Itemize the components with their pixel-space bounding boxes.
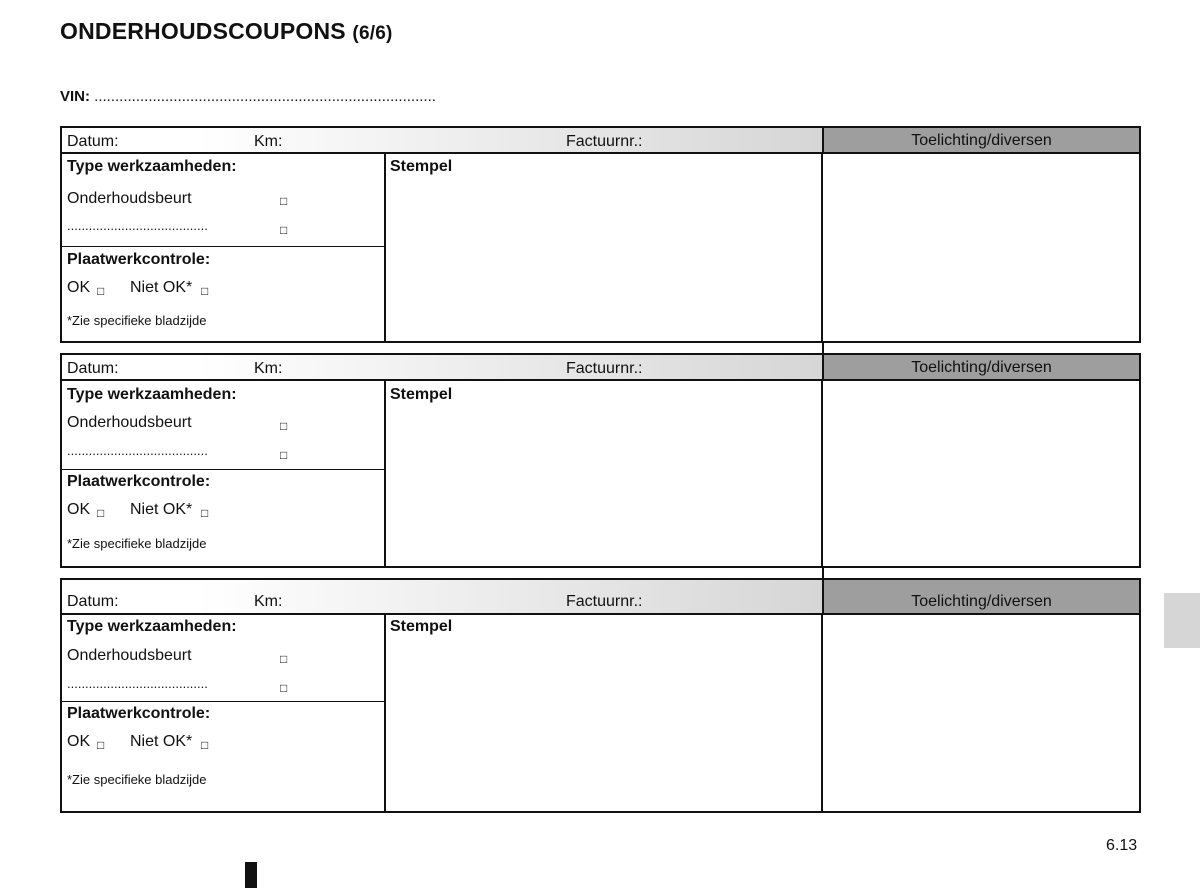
page-title-main: ONDERHOUDSCOUPONS <box>60 18 346 44</box>
page-title <box>60 18 393 45</box>
other-work-field[interactable]: ....................................... <box>67 676 208 691</box>
type-werkzaamheden-title: Type werkzaamheden: <box>67 386 237 403</box>
coupon-2 <box>60 353 1141 568</box>
type-werkzaamheden-title: Type werkzaamheden: <box>67 618 237 635</box>
coupon-header <box>62 355 1139 381</box>
toelichting-label: Toelichting/diversen <box>911 132 1052 149</box>
other-work-checkbox[interactable]: □ <box>280 448 288 462</box>
coupon-3 <box>60 578 1141 813</box>
specifieke-bladzijde-note: *Zie specifieke bladzijde <box>67 313 207 328</box>
coupon-1 <box>60 126 1141 343</box>
type-werkzaamheden-title: Type werkzaamheden: <box>67 158 237 175</box>
stempel-label: Stempel <box>390 618 453 635</box>
factuur-label: Factuurnr.: <box>566 360 643 377</box>
stempel-label: Stempel <box>390 158 453 175</box>
km-label: Km: <box>254 133 283 150</box>
niet-ok-checkbox[interactable]: □ <box>201 284 209 298</box>
ok-label: OK <box>67 279 91 296</box>
toelichting-label: Toelichting/diversen <box>911 359 1052 376</box>
ok-label: OK <box>67 733 91 750</box>
niet-ok-label: Niet OK* <box>130 279 193 296</box>
vin-label: VIN: <box>60 88 90 105</box>
km-label: Km: <box>254 593 283 610</box>
chapter-tab <box>1164 593 1200 648</box>
onderhoudsbeurt-checkbox[interactable]: □ <box>280 419 288 433</box>
coupon-header <box>62 580 1139 615</box>
page-title-sub: (6/6) <box>352 23 393 44</box>
onderhoudsbeurt-checkbox[interactable]: □ <box>280 652 288 666</box>
plaatwerkcontrole-title: Plaatwerkcontrole: <box>67 705 211 722</box>
ok-checkbox[interactable]: □ <box>97 738 105 752</box>
plaatwerkcontrole-title: Plaatwerkcontrole: <box>67 473 211 490</box>
crop-mark <box>245 862 257 888</box>
page-number: 6.13 <box>1106 837 1138 854</box>
plaatwerkcontrole-title: Plaatwerkcontrole: <box>67 251 211 268</box>
ok-checkbox[interactable]: □ <box>97 506 105 520</box>
datum-label: Datum: <box>67 133 119 150</box>
datum-label: Datum: <box>67 360 119 377</box>
toelichting-label: Toelichting/diversen <box>911 593 1052 610</box>
other-work-field[interactable]: ....................................... <box>67 218 208 233</box>
km-label: Km: <box>254 360 283 377</box>
specifieke-bladzijde-note: *Zie specifieke bladzijde <box>67 772 207 787</box>
datum-label: Datum: <box>67 593 119 610</box>
onderhoudsbeurt-label: Onderhoudsbeurt <box>67 647 192 664</box>
coupon-header <box>62 128 1139 154</box>
onderhoudsbeurt-label: Onderhoudsbeurt <box>67 414 192 431</box>
factuur-label: Factuurnr.: <box>566 133 643 150</box>
niet-ok-label: Niet OK* <box>130 733 193 750</box>
factuur-label: Factuurnr.: <box>566 593 643 610</box>
niet-ok-label: Niet OK* <box>130 501 193 518</box>
stempel-label: Stempel <box>390 386 453 403</box>
niet-ok-checkbox[interactable]: □ <box>201 506 209 520</box>
specifieke-bladzijde-note: *Zie specifieke bladzijde <box>67 536 207 551</box>
other-work-field[interactable]: ....................................... <box>67 443 208 458</box>
other-work-checkbox[interactable]: □ <box>280 681 288 695</box>
onderhoudsbeurt-checkbox[interactable]: □ <box>280 194 288 208</box>
other-work-checkbox[interactable]: □ <box>280 223 288 237</box>
vin-field[interactable]: .................................................................................. <box>94 88 436 105</box>
ok-checkbox[interactable]: □ <box>97 284 105 298</box>
niet-ok-checkbox[interactable]: □ <box>201 738 209 752</box>
onderhoudsbeurt-label: Onderhoudsbeurt <box>67 190 192 207</box>
ok-label: OK <box>67 501 91 518</box>
vin-line <box>60 88 436 105</box>
